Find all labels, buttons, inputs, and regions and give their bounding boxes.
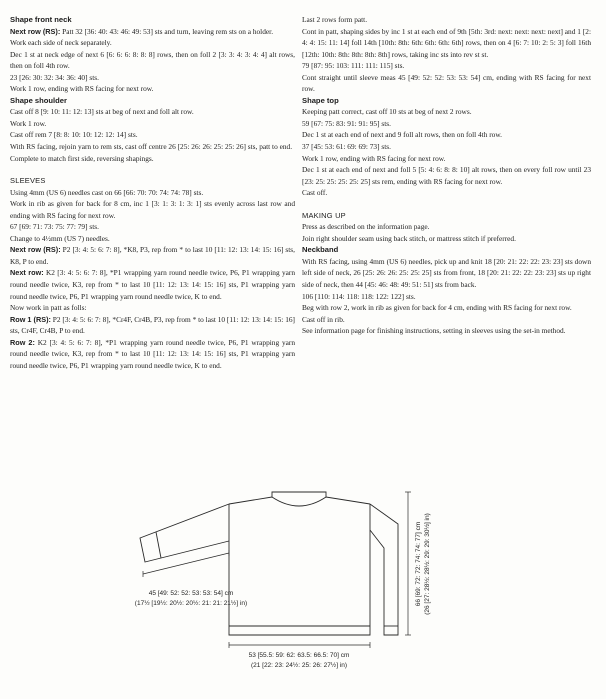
row-text: K2 [3: 4: 5: 6: 7: 8], *P1 wrapping yarn round needle twice, P6, P1 wrapping yarn round needle twice, K3, rep from * to last 10 [11: 12: 13: 14: 15: 16] sts, P1 wrapping yarn round needle twice, P6, P1 wrapping yarn round needle twice, K to end. <box>10 337 296 370</box>
paragraph: Change to 4½mm (US 7) needles. <box>10 233 110 243</box>
paragraph: With RS facing, using 4mm (US 6) needles, pick up and knit 18 [20: 21: 22: 22: 23: 23] sts down left side of neck, 26 [25: 26: 26: 25: 25: 25] sts from front, 18 [20: 21: 22: 22: 23: 23] sts up right side of neck, then 44 [45: 46: 48: 49: 51: 51] sts from back. <box>302 256 591 290</box>
spacer <box>10 164 295 175</box>
paragraph: Cast off in rib. <box>302 314 345 324</box>
row-label: Row 2: <box>10 337 35 347</box>
paragraph: Press as described on the information page. <box>302 222 430 232</box>
paragraph: 67 [69: 71: 73: 75: 77: 79] sts. <box>10 222 99 232</box>
paragraph: Work each side of neck separately. <box>10 38 112 48</box>
body-width-imperial-label: (21 [22: 23: 24½: 25: 26: 27½] in) <box>250 662 348 669</box>
paragraph: Complete to match first side, reversing shapings. <box>10 153 154 163</box>
paragraph: Work 1 row. <box>10 118 47 128</box>
body-width-label: 53 [55.5: 59: 62: 63.5: 66.5: 70] cm <box>248 652 350 659</box>
row-label: Row 1 (RS): <box>10 314 51 324</box>
paragraph: Cast off rem 7 [8: 8: 10: 10: 12: 12: 14] sts. <box>10 130 138 140</box>
paragraph: Cast off 8 [9: 10: 11: 12: 13] sts at beg of next and foll alt row. <box>10 107 194 117</box>
sleeve-length-imperial-label: (17½ [19½: 20½: 20½: 21: 21: 21½] in) <box>134 600 248 607</box>
spacer <box>302 199 591 210</box>
neckband-outline <box>272 492 326 497</box>
left-cuff-line <box>156 532 161 558</box>
paragraph <box>10 314 295 337</box>
paragraph: Dec 1 st at each end of next and 9 foll alt rows, then on foll 4th row. <box>302 130 502 140</box>
shoulder-heading: Shape shoulder <box>10 95 67 105</box>
paragraph: Work 1 row, ending with RS facing for next row. <box>302 153 446 163</box>
body-length-label: 66 [69: 72: 72: 74: 74: 77] cm <box>415 521 422 607</box>
row-label: Next row: <box>10 268 44 278</box>
paragraph: With RS facing, rejoin yarn to rem sts, cast off centre 26 [25: 26: 26: 25: 25: 26] sts, patt to end. <box>10 142 293 152</box>
row-text: P2 [3: 4: 5: 6: 7: 8], *Cr4F, Cr4B, P3, rep from * to last 10 [11: 12: 13: 14: 15: 16] sts, Cr4F, Cr4B, P to end. <box>10 314 295 336</box>
paragraph: Last 2 rows form patt. <box>302 15 368 24</box>
body-outline <box>229 504 370 635</box>
row-text: P2 [3: 4: 5: 6: 7: 8], *K8, P3, rep from * to last 10 [11: 12: 13: 14: 15: 16] sts, K8, P to end. <box>10 245 296 266</box>
row-text: Patt 32 [36: 40: 43: 46: 49: 53] sts and turn, leaving rem sts on a holder. <box>60 26 274 36</box>
paragraph: See information page for finishing instructions, setting in sleeves using the set-in method. <box>302 326 566 336</box>
sleeve-dimension-line <box>143 553 229 574</box>
paragraph: 37 [45: 53: 61: 69: 69: 73] sts. <box>302 142 391 152</box>
paragraph <box>10 26 295 38</box>
paragraph: Cast off. <box>302 188 328 198</box>
sleeve-length-label: 45 [49: 52: 52: 53: 53: 54] cm <box>148 590 234 597</box>
right-column <box>302 14 591 337</box>
front-neck-heading: Shape front neck <box>10 15 72 24</box>
paragraph: Work in rib as given for back for 8 cm, inc 1 [3: 1: 3: 1: 3: 1] sts evenly across last row and ending with RS facing for next row. <box>10 199 295 220</box>
paragraph: 59 [67: 75: 83: 91: 91: 95] sts. <box>302 118 391 128</box>
paragraph: 23 [26: 30: 32: 34: 36: 40] sts. <box>10 72 99 82</box>
paragraph: Beg with row 2, work in rib as given for back for 4 cm, ending with RS facing for next row. <box>302 303 572 313</box>
row-label: Next row (RS): <box>10 245 61 255</box>
paragraph: Work 1 row, ending with RS facing for next row. <box>10 84 154 94</box>
sweater-outline <box>140 492 398 635</box>
paragraph: Now work in patt as folls: <box>10 303 87 313</box>
neckband-heading: Neckband <box>302 245 339 255</box>
paragraph <box>10 337 295 372</box>
making-up-heading: MAKING UP <box>302 210 346 220</box>
neckline-outline <box>229 497 370 506</box>
paragraph: Using 4mm (US 6) needles cast on 66 [66: 70: 70: 74: 74: 78] sts. <box>10 187 204 197</box>
paragraph: Keeping patt correct, cast off 10 sts at beg of next 2 rows. <box>302 107 472 117</box>
shape-top-heading: Shape top <box>302 95 339 105</box>
row-label: Next row (RS): <box>10 26 61 36</box>
sleeves-heading: SLEEVES <box>10 176 46 186</box>
right-sleeve-outline <box>370 504 398 635</box>
paragraph: 106 [110: 114: 118: 118: 122: 122] sts. <box>302 291 416 301</box>
row-text: K2 [3: 4: 5: 6: 7: 8], *P1 wrapping yarn round needle twice, P6, P1 wrapping yarn round needle twice, K3, rep from * to last 10 [11: 12: 13: 14: 15: 16] sts, P1 wrapping yarn round needle twice, P6, P1 wrapping yarn round needle twice, K to end. <box>10 268 295 301</box>
paragraph: Cont in patt, shaping sides by inc 1 st at each end of 9th [5th: 3rd: next: next: next: next] and 1 [2: 4: 4: 15: 11: 14] foll 14th [10th: 8th: 6th: 6th: 6th: 6th] rows, then on 4 [6: 7: 10: 2: 5: 3] foll 16th [12th: 10th: 8th: 8th: 8th: 8th] rows, taking inc sts into rev st st. <box>302 26 591 59</box>
paragraph <box>10 267 295 302</box>
paragraph: Dec 1 st at each end of next and foll 5 [5: 4: 6: 8: 8: 10] alt rows, then on every foll row until 23 [23: 25: 25: 25: 25: 25] sts rem, ending with RS facing for next row. <box>302 165 591 186</box>
paragraph: Cont straight until sleeve meas 45 [49: 52: 52: 53: 53: 54] cm, ending with RS facing for next row. <box>302 72 591 94</box>
dimension-lines <box>143 492 411 648</box>
paragraph: 79 [87: 95: 103: 111: 111: 115] sts. <box>302 61 405 71</box>
paragraph: Join right shoulder seam using back stitch, or mattress stitch if preferred. <box>302 233 516 243</box>
left-column <box>10 14 295 371</box>
paragraph <box>10 244 295 267</box>
body-length-imperial-label: (26 [27: 28½: 28½: 29: 29: 30½] in) <box>424 513 431 615</box>
left-sleeve-outline <box>140 504 229 562</box>
paragraph: Dec 1 st at neck edge of next 6 [6: 6: 6: 8: 8: 8] rows, then on foll 2 [3: 3: 4: 3: 4: 4] alt rows, then on foll 4th row. <box>10 49 295 71</box>
sweater-schematic <box>0 470 606 699</box>
